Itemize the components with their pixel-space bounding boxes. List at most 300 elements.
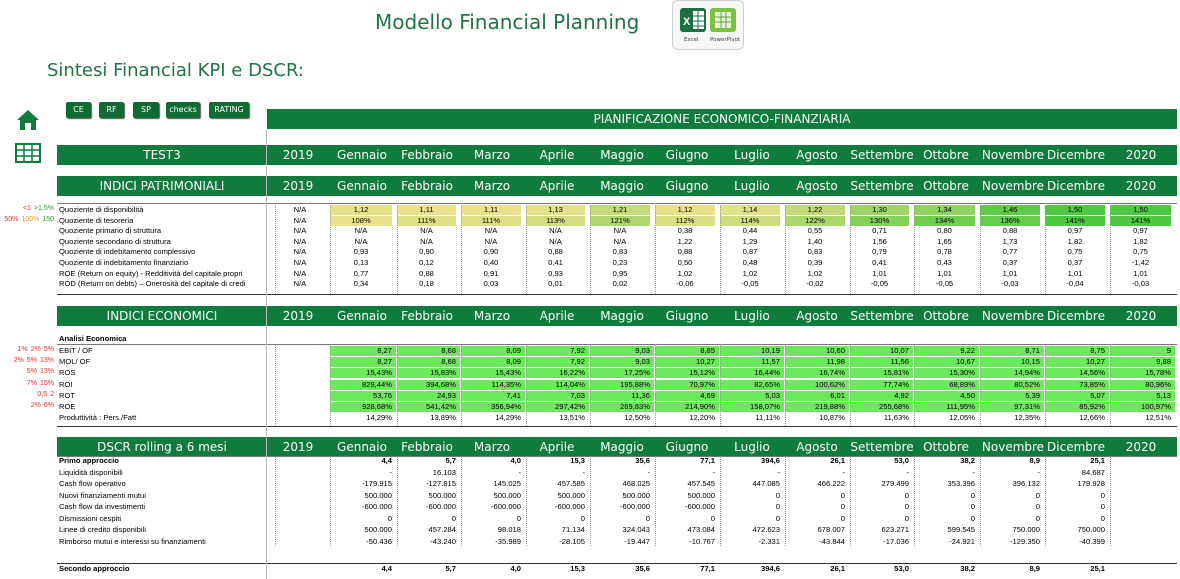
table-cell: 12,66% xyxy=(1079,413,1105,423)
row-label: Cash flow operativo xyxy=(59,479,126,488)
table-cell: 11,63% xyxy=(883,413,909,423)
nav-button-rating[interactable]: RATING xyxy=(209,102,249,118)
table-cell: 0,91 xyxy=(483,268,499,278)
table-cell: 0 xyxy=(775,502,780,511)
table-cell: 500.000 xyxy=(364,525,392,534)
table-cell: 0,48 xyxy=(742,258,758,267)
table-cell: -129.350 xyxy=(1010,536,1040,546)
table-cell: 0 xyxy=(1035,502,1040,511)
table-cell: 16.103 xyxy=(432,467,456,477)
period-header: 2019 xyxy=(282,148,314,162)
table-cell: N/A xyxy=(293,268,307,278)
table-cell: 15,81% xyxy=(850,368,913,378)
table-cell: 0 xyxy=(1035,513,1040,523)
table-cell: -17.036 xyxy=(883,536,909,546)
table-cell: 4,4 xyxy=(381,456,392,465)
scenario-header xyxy=(57,145,1177,165)
table-cell: 1,30 xyxy=(850,205,909,215)
powerpivot-label: PowerPivot xyxy=(710,37,741,43)
table-cell: N/A xyxy=(549,226,562,236)
table-cell: 500.000 xyxy=(557,490,585,500)
table-cell: 0 xyxy=(1035,490,1040,500)
table-cell: 394,6 xyxy=(760,456,780,465)
table-cell: N/A xyxy=(420,236,433,246)
table-cell: 678.007 xyxy=(817,525,845,534)
nav-button-sp[interactable]: SP xyxy=(133,102,159,118)
column-separator xyxy=(397,456,398,546)
table-cell: 8,9 xyxy=(1029,456,1040,465)
table-cell: 0,88 xyxy=(548,247,563,257)
table-cell: 16,74% xyxy=(785,368,849,378)
column-separator xyxy=(275,344,276,426)
table-cell: -35.989 xyxy=(495,536,521,546)
table-cell: 0,93 xyxy=(353,247,369,257)
row-label: Liquidità disponibili xyxy=(59,467,123,477)
table-cell: 500.000 xyxy=(428,490,456,500)
table-cell: 0 xyxy=(451,513,456,523)
table-cell: 0,39 xyxy=(807,258,823,267)
table-cell: 0,55 xyxy=(807,226,823,236)
table-cell xyxy=(1110,502,1175,512)
period-header: Ottobre xyxy=(923,179,969,193)
table-cell: 7,03 xyxy=(526,391,589,401)
period-header: Agosto xyxy=(796,148,838,162)
table-cell: 0 xyxy=(904,490,909,500)
table-cell: 73,85% xyxy=(1045,380,1109,390)
period-header: Novembre xyxy=(981,148,1045,162)
period-header: Novembre xyxy=(981,179,1045,193)
table-cell: 10,27 xyxy=(1045,357,1109,367)
column-separator xyxy=(720,203,721,294)
table-cell: 623.271 xyxy=(881,525,909,534)
table-cell: 500.000 xyxy=(493,490,521,500)
table-cell: 25,1 xyxy=(1090,564,1105,573)
table-rule xyxy=(57,563,1177,564)
table-cell: 1,01 xyxy=(937,268,952,278)
table-cell: N/A xyxy=(354,236,368,246)
table-cell: 9 xyxy=(1110,346,1175,356)
table-cell: 0,88 xyxy=(677,247,693,257)
column-separator xyxy=(785,344,786,426)
table-cell: -0,05 xyxy=(870,279,889,289)
period-header: Giugno xyxy=(665,148,709,162)
row-label: ROT xyxy=(59,390,76,400)
table-cell: 11,57 xyxy=(720,357,784,367)
table-cell: 0,93 xyxy=(548,268,563,278)
table-cell: 356,94% xyxy=(461,402,525,412)
table-cell: 13,51% xyxy=(559,413,585,423)
table-cell: 0,03 xyxy=(483,279,499,289)
table-cell xyxy=(1110,564,1175,574)
table-cell: 599.545 xyxy=(947,525,975,534)
table-cell: 134% xyxy=(914,216,975,226)
table-cell: 1,21 xyxy=(590,205,650,215)
threshold-value: 6% xyxy=(43,402,54,409)
table-cell: - xyxy=(1037,467,1040,477)
table-rule xyxy=(57,294,1177,295)
table-row xyxy=(57,346,1177,356)
table-cell: 98.018 xyxy=(497,525,521,534)
table-row xyxy=(57,205,1177,215)
threshold-value: 15% xyxy=(39,379,54,387)
table-cell: 0,95 xyxy=(612,268,628,278)
period-header: Settembre xyxy=(850,309,914,323)
table-cell: 1,22 xyxy=(785,205,845,215)
table-cell: 0,88 xyxy=(1002,226,1018,236)
gridline xyxy=(266,130,267,579)
table-cell: 5,07 xyxy=(1045,391,1109,401)
column-separator xyxy=(720,344,721,426)
powerpivot-icon[interactable] xyxy=(710,8,736,32)
table-cell: 0,78 xyxy=(937,247,952,257)
table-cell: 0,79 xyxy=(872,247,887,257)
period-header: Giugno xyxy=(665,179,709,193)
table-cell xyxy=(275,391,329,401)
table-cell: -43.844 xyxy=(819,536,845,546)
table-cell: -2.331 xyxy=(758,536,780,546)
home-icon[interactable] xyxy=(15,107,41,133)
table-cell: 0,34 xyxy=(353,279,369,289)
column-separator xyxy=(590,344,591,426)
table-cell: 0,01 xyxy=(548,279,563,289)
table-cell: 0,87 xyxy=(742,247,758,257)
table-cell: 121% xyxy=(590,216,650,226)
row-label: MOL/ OF xyxy=(59,357,91,367)
table-cell: 77,1 xyxy=(700,456,715,465)
table-cell: N/A xyxy=(293,205,307,214)
table-cell: 0,13 xyxy=(353,258,369,267)
table-cell: 1,34 xyxy=(914,205,975,215)
table-rule xyxy=(57,426,1177,427)
period-header: Novembre xyxy=(981,440,1045,454)
table-cell: 0 xyxy=(775,490,780,500)
column-separator xyxy=(461,203,462,294)
table-row xyxy=(57,564,1177,574)
table-cell: 269,83% xyxy=(590,402,654,412)
table-cell: 11,36 xyxy=(590,391,654,401)
table-cell: 0,97 xyxy=(1067,226,1083,236)
table-cell: 7,92 xyxy=(526,346,589,356)
threshold-value: 5% xyxy=(26,368,37,376)
table-cell: 6,01 xyxy=(785,391,849,401)
table-cell: 35,6 xyxy=(635,456,650,465)
table-cell: 11,98 xyxy=(785,357,849,367)
table-cell: -600.000 xyxy=(426,502,456,511)
row-label: Secondo approccio xyxy=(59,564,130,573)
column-separator xyxy=(330,344,331,426)
table-cell xyxy=(275,456,329,466)
column-separator xyxy=(590,456,591,546)
period-header: 2019 xyxy=(282,309,314,323)
row-label: Quoziente di tesoreria xyxy=(59,215,134,225)
period-header: Maggio xyxy=(600,440,644,454)
table-cell: 145.025 xyxy=(493,479,521,488)
table-grid-icon[interactable] xyxy=(15,143,41,163)
period-header: Luglio xyxy=(734,440,770,454)
table-cell xyxy=(275,525,329,535)
period-header: 2019 xyxy=(282,440,314,454)
table-cell: - xyxy=(972,467,975,477)
table-cell: 0,88 xyxy=(419,268,434,278)
table-cell: - xyxy=(582,467,585,477)
table-row xyxy=(57,258,1177,268)
table-cell: 447.085 xyxy=(752,479,780,488)
nav-button-ce[interactable]: CE xyxy=(66,102,91,118)
column-separator xyxy=(980,203,981,294)
table-cell: 0,77 xyxy=(353,268,369,278)
table-cell: 324.043 xyxy=(622,525,650,534)
table-cell: 10,60 xyxy=(785,346,849,356)
table-row xyxy=(57,456,1177,466)
table-cell: 85,92% xyxy=(1045,402,1109,412)
table-cell: 500.000 xyxy=(687,490,715,500)
table-cell: 500.000 xyxy=(364,490,392,500)
table-cell: 53,0 xyxy=(894,456,909,465)
table-cell: 9,03 xyxy=(590,346,654,356)
table-cell xyxy=(275,346,329,356)
period-header: Febbraio xyxy=(401,179,453,193)
row-label: Linee di credito disponibili xyxy=(59,525,146,534)
nav-button-checks[interactable]: checks xyxy=(166,102,200,118)
table-cell: 0,23 xyxy=(612,258,628,267)
table-cell: 10,67 xyxy=(914,357,979,367)
period-header: Luglio xyxy=(734,309,770,323)
table-cell: 14,94% xyxy=(980,368,1044,378)
table-cell: 0,90 xyxy=(483,247,499,257)
table-cell: 1,82 xyxy=(1067,236,1083,246)
table-cell: N/A xyxy=(613,226,627,236)
table-cell: 0,75 xyxy=(1133,247,1148,257)
table-cell: -0,02 xyxy=(806,279,824,289)
table-cell: 7,92 xyxy=(526,357,589,367)
table-cell: 26,1 xyxy=(830,564,845,573)
table-cell: - xyxy=(647,467,650,477)
row-label: Quoziente primario di struttura xyxy=(59,226,162,236)
column-separator xyxy=(526,203,527,294)
period-header: Maggio xyxy=(600,309,644,323)
table-cell: 466.222 xyxy=(817,479,845,488)
table-cell: 5,7 xyxy=(445,564,456,573)
table-cell: 750.000 xyxy=(1077,525,1105,534)
row-label: ROE (Return on equity) - Redditività del capitale propri xyxy=(59,268,243,278)
table-cell: 10,15 xyxy=(980,357,1044,367)
excel-icon[interactable] xyxy=(680,8,706,32)
table-cell: - xyxy=(906,467,909,477)
table-cell: 179.928 xyxy=(1077,479,1105,488)
table-cell: 12,50% xyxy=(624,413,650,423)
table-cell: 14,56% xyxy=(1045,368,1109,378)
row-label: Quoziente di indebitamento complessivo xyxy=(59,247,196,257)
column-separator xyxy=(914,203,915,294)
row-label: Quoziente secondario di struttura xyxy=(59,236,171,246)
table-cell: 10,87% xyxy=(819,413,845,423)
section-title: DSCR rolling a 6 mesi xyxy=(97,440,227,454)
table-cell: -0,03 xyxy=(1001,279,1019,289)
table-cell: 0,75 xyxy=(1067,247,1083,257)
table-cell: N/A xyxy=(613,236,627,246)
table-cell: 100,62% xyxy=(785,380,849,390)
table-cell: 0,43 xyxy=(937,258,952,267)
column-separator xyxy=(397,344,398,426)
table-cell: 11,56 xyxy=(850,357,913,367)
page-subtitle: Sintesi Financial KPI e DSCR: xyxy=(47,60,304,81)
table-cell: 255,68% xyxy=(850,402,913,412)
table-cell: -19.447 xyxy=(624,536,650,546)
column-separator xyxy=(914,456,915,546)
table-cell: 158,07% xyxy=(720,402,784,412)
table-cell: 5,03 xyxy=(720,391,784,401)
table-cell: 12,51% xyxy=(1145,413,1171,423)
table-cell: 1,11 xyxy=(397,205,456,215)
period-header: 2020 xyxy=(1125,440,1157,454)
threshold-value: 2% xyxy=(13,357,24,365)
threshold-value: >1,5% xyxy=(33,205,54,212)
app-icons xyxy=(670,0,741,48)
table-cell: 136% xyxy=(980,216,1040,226)
table-cell: 111% xyxy=(397,216,456,226)
table-cell xyxy=(275,380,329,390)
table-cell: 0,37 xyxy=(1002,258,1018,267)
table-cell: -0,05 xyxy=(741,279,759,289)
column-separator xyxy=(980,344,981,426)
table-cell: 38,2 xyxy=(960,456,975,465)
table-cell: 12,35% xyxy=(1014,413,1040,423)
table-cell: 0 xyxy=(775,513,780,523)
table-cell: 111,95% xyxy=(914,402,979,412)
table-cell: 114% xyxy=(720,216,780,226)
table-cell: -600.000 xyxy=(620,502,650,511)
threshold-value: 13% xyxy=(39,357,54,365)
threshold-value: 2% xyxy=(30,346,41,353)
table-cell: 141% xyxy=(1045,216,1105,226)
table-cell: 1,56 xyxy=(872,236,887,246)
period-header: Marzo xyxy=(473,309,511,323)
table-cell: -179.915 xyxy=(362,479,392,488)
table-cell: 0,02 xyxy=(612,279,628,289)
section-header-economici xyxy=(57,306,1177,326)
table-cell xyxy=(275,468,329,478)
column-separator xyxy=(914,344,915,426)
table-cell: 0,44 xyxy=(742,226,758,236)
table-cell: 8,09 xyxy=(461,357,525,367)
table-cell: 113% xyxy=(526,216,585,226)
table-cell: - xyxy=(712,467,715,477)
table-cell: 457.585 xyxy=(557,479,585,488)
section-title: INDICI PATRIMONIALI xyxy=(99,179,225,193)
table-cell: 0,40 xyxy=(483,258,499,267)
table-cell: 1,01 xyxy=(1067,268,1083,278)
svg-text:X: X xyxy=(683,16,691,28)
table-cell xyxy=(1110,479,1175,489)
table-cell: N/A xyxy=(293,258,307,267)
table-cell: -600.000 xyxy=(685,502,715,511)
threshold-value: 0,5 xyxy=(37,390,48,398)
table-cell: 14,29% xyxy=(495,413,521,423)
table-cell: 15,83% xyxy=(397,368,460,378)
table-cell: 0,71 xyxy=(872,226,887,236)
table-cell: N/A xyxy=(293,247,307,257)
table-cell: 24,93 xyxy=(397,391,460,401)
period-header: Gennaio xyxy=(337,440,387,454)
row-label: Quoziente di disponibilità xyxy=(59,205,144,214)
row-label: Nuovi finanziamenti mutui xyxy=(59,490,146,500)
table-cell xyxy=(1110,491,1175,501)
row-label: Rimborso mutui e interessi su finanziamenti xyxy=(59,536,206,546)
table-cell: 1,46 xyxy=(980,205,1040,215)
table-cell: N/A xyxy=(293,236,307,246)
excel-label: Excel xyxy=(684,37,699,43)
table-cell: 12,05% xyxy=(949,413,975,423)
table-row xyxy=(57,479,1177,489)
table-cell: 77,74% xyxy=(850,380,913,390)
table-cell: 100,97% xyxy=(1110,402,1175,412)
table-cell: 0,90 xyxy=(419,247,434,257)
table-cell: 4,50 xyxy=(914,391,979,401)
threshold-legend xyxy=(23,205,54,212)
table-row xyxy=(57,491,1177,501)
table-cell: 472.623 xyxy=(752,525,780,534)
period-header: Gennaio xyxy=(337,179,387,193)
table-cell: 108% xyxy=(330,216,392,226)
period-header: Luglio xyxy=(734,179,770,193)
table-cell: 9,88 xyxy=(1110,357,1175,367)
table-cell: -50.436 xyxy=(366,536,392,546)
column-separator xyxy=(397,203,398,294)
column-separator xyxy=(330,456,331,546)
table-cell: 11,11% xyxy=(755,413,780,423)
table-cell: 4,0 xyxy=(510,456,521,465)
period-header: Marzo xyxy=(473,179,511,193)
threshold-value: 13% xyxy=(39,368,54,376)
nav-button-rf[interactable]: RF xyxy=(99,102,124,118)
column-separator xyxy=(590,203,591,294)
table-cell: 750.000 xyxy=(1012,525,1040,534)
table-row xyxy=(57,514,1177,524)
table-cell: 396.132 xyxy=(1012,479,1040,488)
threshold-legend xyxy=(18,346,54,353)
period-header: Agosto xyxy=(796,179,838,193)
table-cell: 8,68 xyxy=(397,357,460,367)
table-cell: 77,1 xyxy=(700,564,715,573)
table-cell: 97,31% xyxy=(980,402,1044,412)
table-row xyxy=(57,216,1177,226)
table-cell: N/A xyxy=(484,226,498,236)
table-cell: 15,78% xyxy=(1110,368,1175,378)
table-cell xyxy=(275,537,329,547)
table-cell: 0,83 xyxy=(807,247,823,257)
table-cell: 0,50 xyxy=(677,258,693,267)
table-cell: 16,22% xyxy=(526,368,589,378)
table-cell: 4,4 xyxy=(381,564,392,573)
table-cell: 195,88% xyxy=(590,380,654,390)
table-cell: 279.499 xyxy=(881,479,909,488)
table-cell: -24.921 xyxy=(949,536,975,546)
table-cell: 0,41 xyxy=(548,258,563,267)
table-row xyxy=(57,269,1177,279)
table-cell: 1,29 xyxy=(742,236,758,246)
table-rule xyxy=(57,203,1177,204)
subheader-analisi-economica: Analisi Economica xyxy=(59,334,127,343)
table-cell: 1,01 xyxy=(1133,268,1148,278)
table-cell xyxy=(275,491,329,501)
table-cell: 8,09 xyxy=(461,346,525,356)
table-cell: 114,04% xyxy=(526,380,589,390)
table-cell: 15,12% xyxy=(655,368,719,378)
table-cell: 7,41 xyxy=(461,391,525,401)
table-cell: 15,30% xyxy=(914,368,979,378)
row-label: ROE xyxy=(59,402,76,411)
table-cell: 1,02 xyxy=(677,268,693,278)
